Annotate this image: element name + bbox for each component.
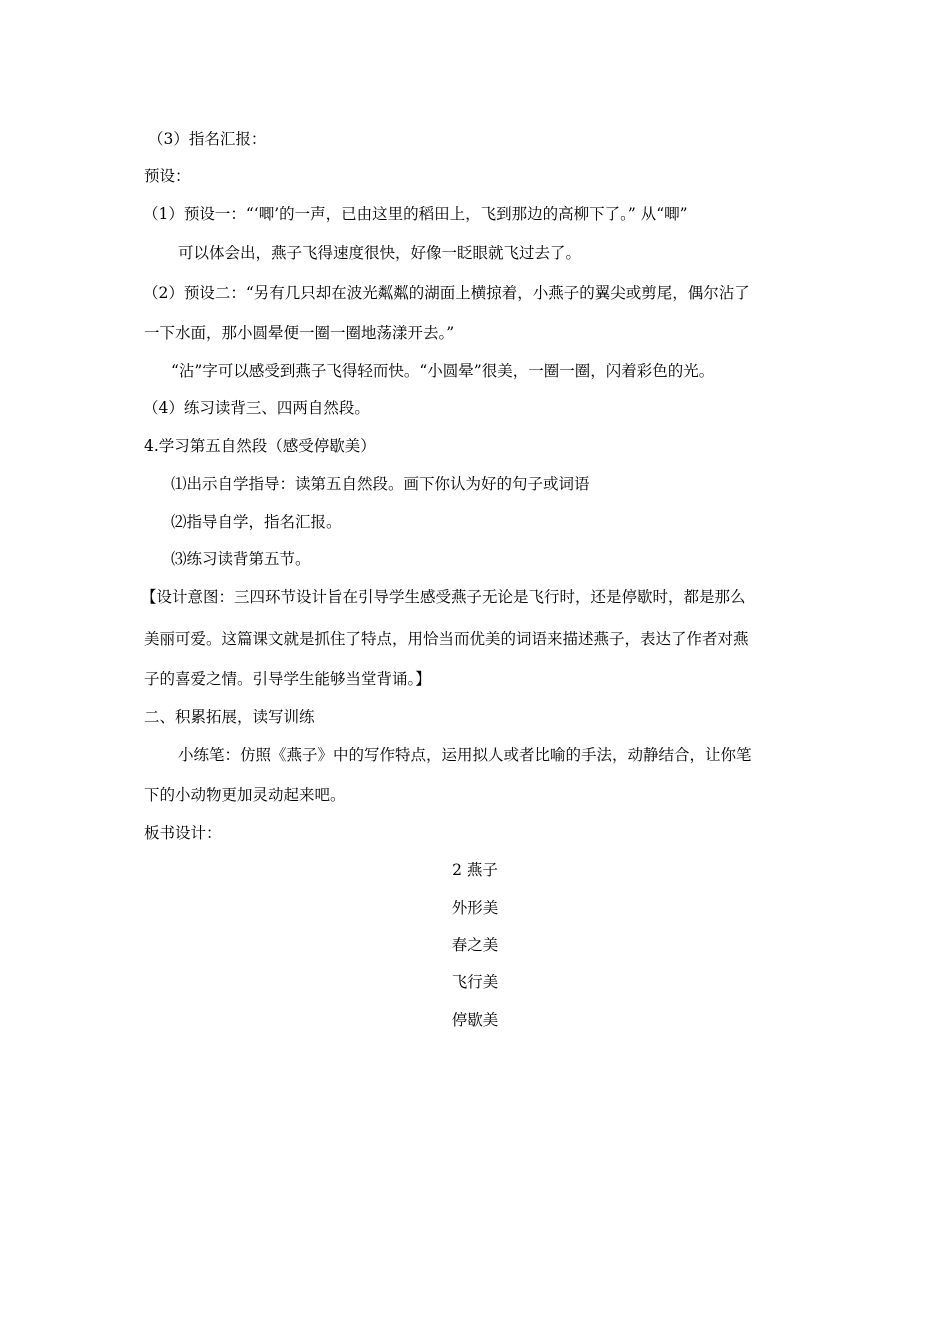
text-line-writing-exercise-cont: 下的小动物更加灵动起来吧。 (144, 786, 346, 804)
board-title: 2 燕子 (452, 861, 498, 879)
design-intent-line-2: 美丽可爱。这篇课文就是抓住了特点，用恰当而优美的词语来描述燕子，表达了作者对燕 (144, 630, 749, 648)
text-line-zhan: “沾”字可以感受到燕子飞得轻而快。“小圆晕”很美，一圈一圈，闪着彩色的光。 (171, 362, 715, 380)
board-item: 春之美 (451, 936, 499, 954)
board-item: 飞行美 (451, 973, 499, 991)
text-line-self-study: ⑴出示自学指导：读第五自然段。画下你认为好的句子或词语 (171, 475, 590, 493)
board-design-heading: 板书设计： (144, 824, 222, 842)
section-heading-paragraph-five: 4.学习第五自然段（感受停歇美） (144, 437, 376, 455)
text-line-practice: （4）练习读背三、四两自然段。 (143, 399, 370, 417)
text-line-preset-two: （2）预设二：“另有几只却在波光粼粼的湖面上横掠着，小燕子的翼尖或剪尾，偶尔沾了 (143, 284, 750, 302)
text-line-preset: 预设： (144, 167, 191, 185)
design-intent-line-1: 【设计意图：三四环节设计旨在引导学生感受燕子无论是飞行时，还是停歇时，都是那么 (141, 588, 746, 606)
board-item: 停歇美 (451, 1011, 499, 1029)
text-line-preset-two-cont: 一下水面，那小圆晕便一圈一圈地荡漾开去。” (144, 324, 455, 342)
board-item: 外形美 (451, 899, 499, 917)
text-line-report: （3）指名汇报： (148, 130, 267, 148)
text-line-guide: ⑵指导自学，指名汇报。 (171, 513, 342, 531)
text-line-preset-one-cont: 可以体会出，燕子飞得速度很快，好像一眨眼就飞过去了。 (178, 244, 582, 262)
design-intent-line-3: 子的喜爱之情。引导学生能够当堂背诵。】 (144, 670, 431, 688)
text-line-writing-exercise: 小练笔：仿照《燕子》中的写作特点，运用拟人或者比喻的手法，动静结合，让你笔 (178, 746, 752, 764)
text-line-recite: ⑶练习读背第五节。 (171, 550, 311, 568)
text-line-preset-one: （1）预设一：“‘唧’的一声，已由这里的稻田上，飞到那边的高柳下了。” 从“唧” (143, 205, 688, 223)
section-heading-extension: 二、积累拓展，读写训练 (144, 708, 315, 726)
